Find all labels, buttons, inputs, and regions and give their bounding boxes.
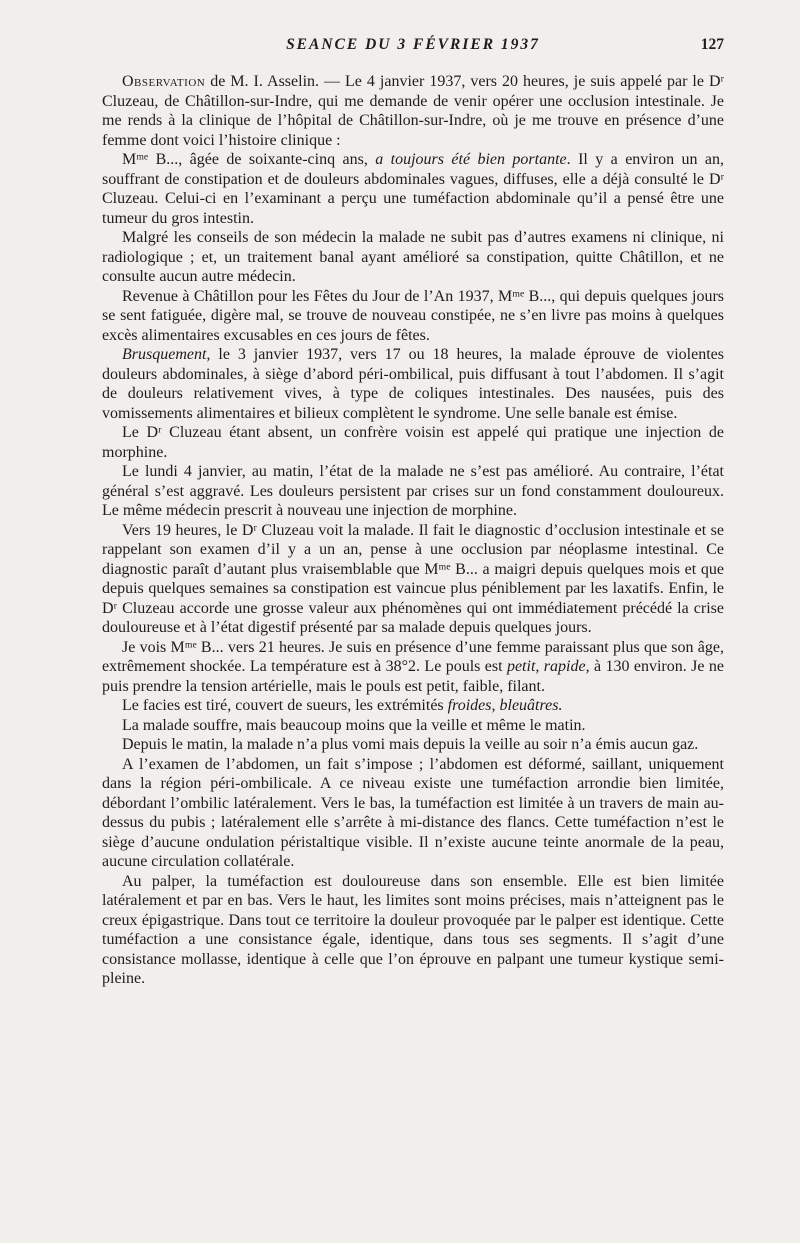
paragraph-observation [102,72,724,150]
paragraph-text: . Il y a environ un an, souffrant de constipation et de douleurs abdominales vagues, diffuses, elle a déjà consulté le Dʳ Cluzeau. Celui-ci en l’examinant a perçu une tuméfaction abdominale qu’il a pensé être une tumeur du gros intestin. [102,151,724,227]
paragraph [102,521,724,638]
paragraph-text: à 130 environ. Je ne puis prendre la tension artérielle, mais le pouls est petit, faible, filant. [102,658,725,695]
body-text [102,72,724,989]
paragraph [102,755,724,872]
paragraph-text: de M. I. Asselin. — Le 4 janvier 1937, vers 20 heures, je suis appelé par le Dʳ Cluzeau, de Châtillon-sur-Indre, qui me demande de venir opérer une occlusion intestinale. Je me rends à la clinique de l’hôpital de Châtillon-sur-Indre, où je me trouve en présence d’une femme dont voici l’histoire clinique : [102,73,724,149]
paragraph-text: Vers 19 heures, le Dʳ Cluzeau voit la malade. Il fait le diagnostic d’occlusion intestinale et se rappelant son examen d’il y a un an, pense à une occlusion par néoplasme intestinal. Ce diagnostic paraît d’autant plus vraisemblable que Mᵐᵉ B... a maigri depuis quelques mois et que depuis quelques semaines sa constipation est vaincue plus péniblement par les laxatifs. Enfin, le Dʳ Cluzeau accorde une grosse valeur aux phénomènes qui ont immédiatement précédé la crise douloureuse et à l’état digestif présenté par sa malade depuis quelques jours. [102,521,724,636]
italic-phrase: froides, bleuâtres. [447,697,563,714]
paragraph [102,716,724,736]
italic-phrase: Brusquement, [122,346,211,363]
running-header [102,36,724,56]
italic-phrase: petit, rapide, [506,658,590,675]
paragraph [102,872,724,989]
paragraph [102,696,724,716]
page-number: 127 [700,36,724,53]
paragraph-text: Le facies est tiré, couvert de sueurs, les extrémités [122,697,448,714]
paragraph [102,462,724,521]
paragraph-text: Revenue à Châtillon pour les Fêtes du Jour de l’An 1937, Mᵐᵉ B..., qui depuis quelques jours se sent fatiguée, digère mal, se trouve de nouveau constipée, ne s’en livre pas moins à quelques excès alimentaires excusables en ces jours de fêtes. [102,287,724,344]
paragraph-history [102,150,724,228]
observation-label: Observation [122,73,206,90]
paragraph-text: Je vois Mᵐᵉ B... vers 21 heures. Je suis en présence d’une femme paraissant plus que son âge, extrêmement shockée. La température est à 38°2. Le pouls est [102,638,724,675]
paragraph [102,638,724,697]
paragraph-text: Depuis le matin, la malade n’a plus vomi mais depuis la veille au soir n’a émis aucun gaz. [122,736,699,753]
paragraph-text: Le Dʳ Cluzeau étant absent, un confrère voisin est appelé qui pratique une injection de morphine. [102,424,724,461]
paragraph-text: Malgré les conseils de son médecin la malade ne subit pas d’autres examens ni clinique, ni radiologique ; et, un traitement banal ayant amélioré sa constipation, quitte Châtillon, et ne consulte aucun autre médecin. [102,229,724,285]
paragraph [102,345,724,423]
paragraph [102,228,724,287]
paragraph-text: Le lundi 4 janvier, au matin, l’état de la malade ne s’est pas amélioré. Au contraire, l’état général s’est aggravé. Les douleurs persistent par crises sur un fond constamment douloureux. Le même médecin prescrit à nouveau une injection de morphine. [102,463,724,519]
paragraph-text: A l’examen de l’abdomen, un fait s’impose ; l’abdomen est déformé, saillant, uniquement dans la région péri-ombilicale. A ce niveau existe une tuméfaction arrondie bien limitée, débordant l’ombilic latéralement. Vers le bas, la tuméfaction est limitée à un travers de main au-dessus du pubis ; latéralement elle s’arrête à mi-distance des flancs. Cette tuméfaction n’est le siège d’aucune ondulation péristaltique visible. Il n’existe aucune teinte anormale de la peau, aucune circulation collatérale. [102,755,724,870]
paragraph [102,287,724,346]
paragraph-text: Mᵐᵉ B..., âgée de soixante-cinq ans, [122,151,376,168]
paragraph-text: le 3 janvier 1937, vers 17 ou 18 heures, la malade éprouve de violentes douleurs abdominales, à siège d’abord péri-ombilical, puis diffusant à tout l’abdomen. Il s’agit de douleurs relativement vives, à type de coliques intestinales. Des nausées, puis des vomissements alimentaires et bilieux complètent le syndrome. Une selle banale est émise. [102,346,724,422]
paragraph-text: Au palper, la tuméfaction est douloureuse dans son ensemble. Elle est bien limitée latéralement et par en bas. Vers le haut, les limites sont moins précises, mais n’atteignent pas le creux épigastrique. Dans tout ce territoire la douleur provoquée par le palper est identique. Cette tuméfaction a une consistance égale, identique, dans tous ses segments. Il s’agit d’une consistance mollasse, identique à celle que l’on éprouve en palpant une tumeur kystique semi-pleine. [102,872,724,987]
italic-phrase: a toujours été bien portante [375,151,567,168]
paragraph [102,735,724,755]
paragraph-text: La malade souffre, mais beaucoup moins que la veille et même le matin. [122,716,586,734]
running-title: SEANCE DU 3 FÉVRIER 1937 [286,36,540,53]
paragraph [102,423,724,462]
